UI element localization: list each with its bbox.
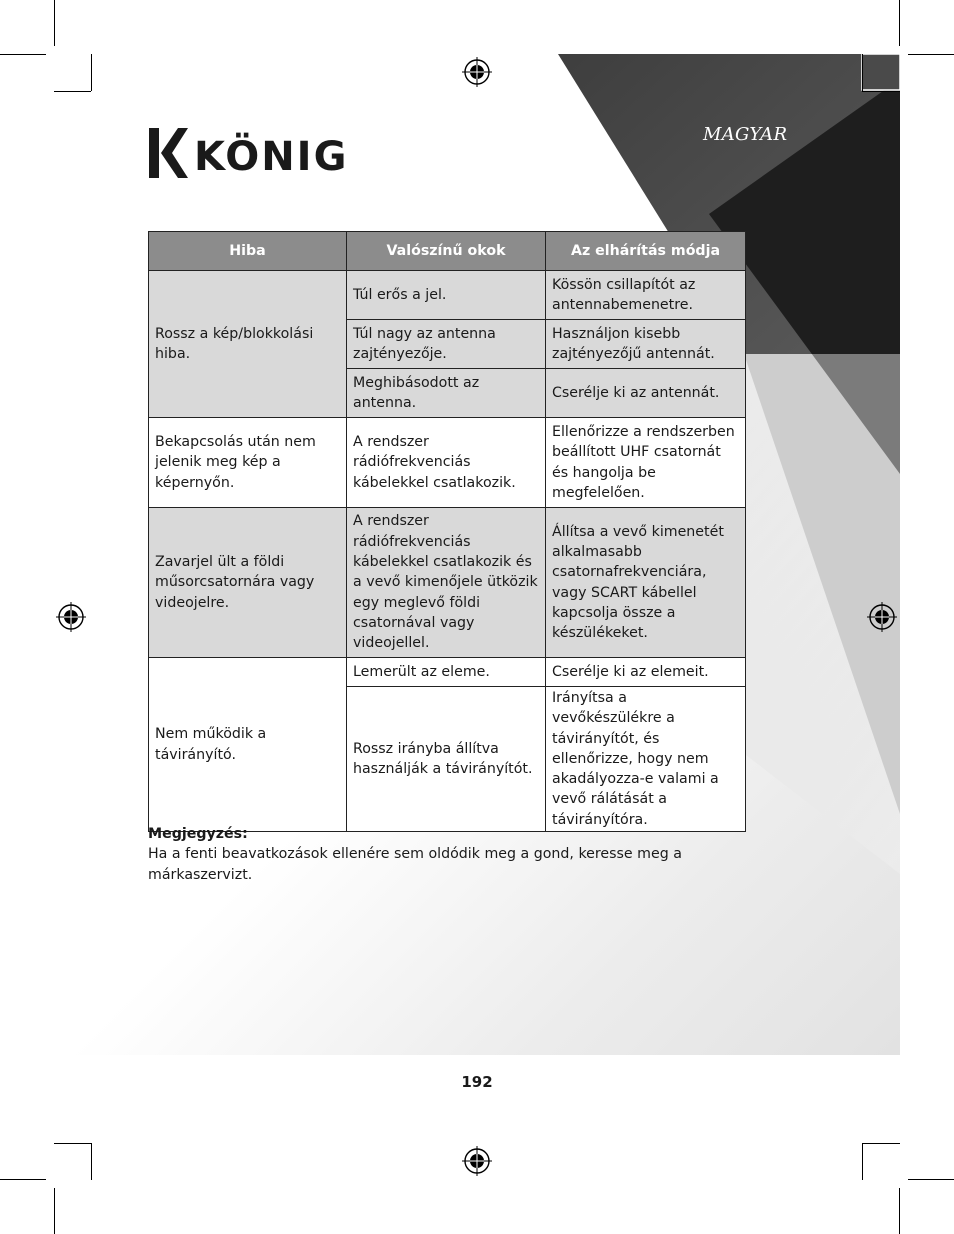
- crop-mark: [54, 91, 91, 92]
- crop-mark: [862, 1143, 900, 1144]
- column-header-solution: Az elhárítás módja: [546, 232, 746, 271]
- crop-mark: [908, 54, 954, 55]
- note-title: Megjegyzés:: [148, 826, 248, 842]
- cause-cell: Meghibásodott az antenna.: [347, 369, 546, 418]
- crop-mark: [54, 1143, 91, 1144]
- crop-mark: [91, 54, 92, 91]
- problem-cell: Bekapcsolás után nem jelenik meg kép a képernyőn.: [149, 418, 347, 508]
- konig-k-emblem-icon: [149, 128, 188, 178]
- solution-cell: Állítsa a vevő kimenetét alkalmasabb csatornafrekvenciára, vagy SCART kábellel kapcsolja össze a készülékeket.: [546, 508, 746, 658]
- crop-mark: [0, 1179, 46, 1180]
- brand-name: KÖNIG: [194, 134, 349, 180]
- table-header-row: [149, 232, 746, 271]
- crop-mark: [54, 1188, 55, 1234]
- registration-mark-icon: [462, 57, 492, 87]
- problem-cell: Nem működik a távirányító.: [149, 658, 347, 832]
- crop-mark: [91, 1143, 92, 1180]
- cause-cell: Lemerült az eleme.: [347, 658, 546, 687]
- crop-mark: [0, 54, 46, 55]
- cause-cell: Túl erős a jel.: [347, 271, 546, 320]
- language-label: MAGYAR: [703, 124, 788, 145]
- column-header-cause: Valószínű okok: [347, 232, 546, 271]
- table-row: [149, 271, 746, 320]
- cause-cell: Túl nagy az antenna zajtényezője.: [347, 320, 546, 369]
- crop-mark: [862, 1143, 863, 1180]
- page-number: 192: [461, 1073, 493, 1091]
- cause-cell: A rendszer rádiófrekvenciás kábelekkel csatlakozik.: [347, 418, 546, 508]
- crop-mark: [908, 1179, 954, 1180]
- problem-cell: Zavarjel ült a földi műsorcsatornára vagy videojelre.: [149, 508, 347, 658]
- troubleshooting-table: [148, 231, 746, 832]
- corner-box: [862, 54, 900, 90]
- solution-cell: Kössön csillapítót az antennabemenetre.: [546, 271, 746, 320]
- solution-cell: Használjon kisebb zajtényezőjű antennát.: [546, 320, 746, 369]
- konig-logo: [147, 125, 357, 183]
- table-row: [149, 658, 746, 687]
- note-section: [148, 824, 748, 885]
- crop-mark: [899, 0, 900, 46]
- cause-cell: A rendszer rádiófrekvenciás kábelekkel csatlakozik és a vevő kimenőjele ütközik egy meglevő földi csatornával vagy videojellel.: [347, 508, 546, 658]
- crop-mark: [862, 54, 863, 91]
- solution-cell: Cserélje ki az elemeit.: [546, 658, 746, 687]
- solution-cell: Irányítsa a vevőkészülékre a távirányítót, és ellenőrizze, hogy nem akadályozza-e valami a vevő rálátását a távirányítóra.: [546, 687, 746, 832]
- solution-cell: Ellenőrizze a rendszerben beállított UHF csatornát és hangolja be megfelelően.: [546, 418, 746, 508]
- table-row: [149, 508, 746, 658]
- problem-cell: Rossz a kép/blokkolási hiba.: [149, 271, 347, 418]
- crop-mark: [899, 1188, 900, 1234]
- registration-mark-icon: [867, 602, 897, 632]
- cause-cell: Rossz irányba állítva használják a távirányítót.: [347, 687, 546, 832]
- solution-cell: Cserélje ki az antennát.: [546, 369, 746, 418]
- column-header-problem: Hiba: [149, 232, 347, 271]
- registration-mark-icon: [462, 1146, 492, 1176]
- note-text: Ha a fenti beavatkozások ellenére sem oldódik meg a gond, keresse meg a márkaszervizt.: [148, 846, 682, 883]
- table-row: [149, 418, 746, 508]
- crop-mark: [862, 91, 900, 92]
- registration-mark-icon: [56, 602, 86, 632]
- crop-mark: [54, 0, 55, 46]
